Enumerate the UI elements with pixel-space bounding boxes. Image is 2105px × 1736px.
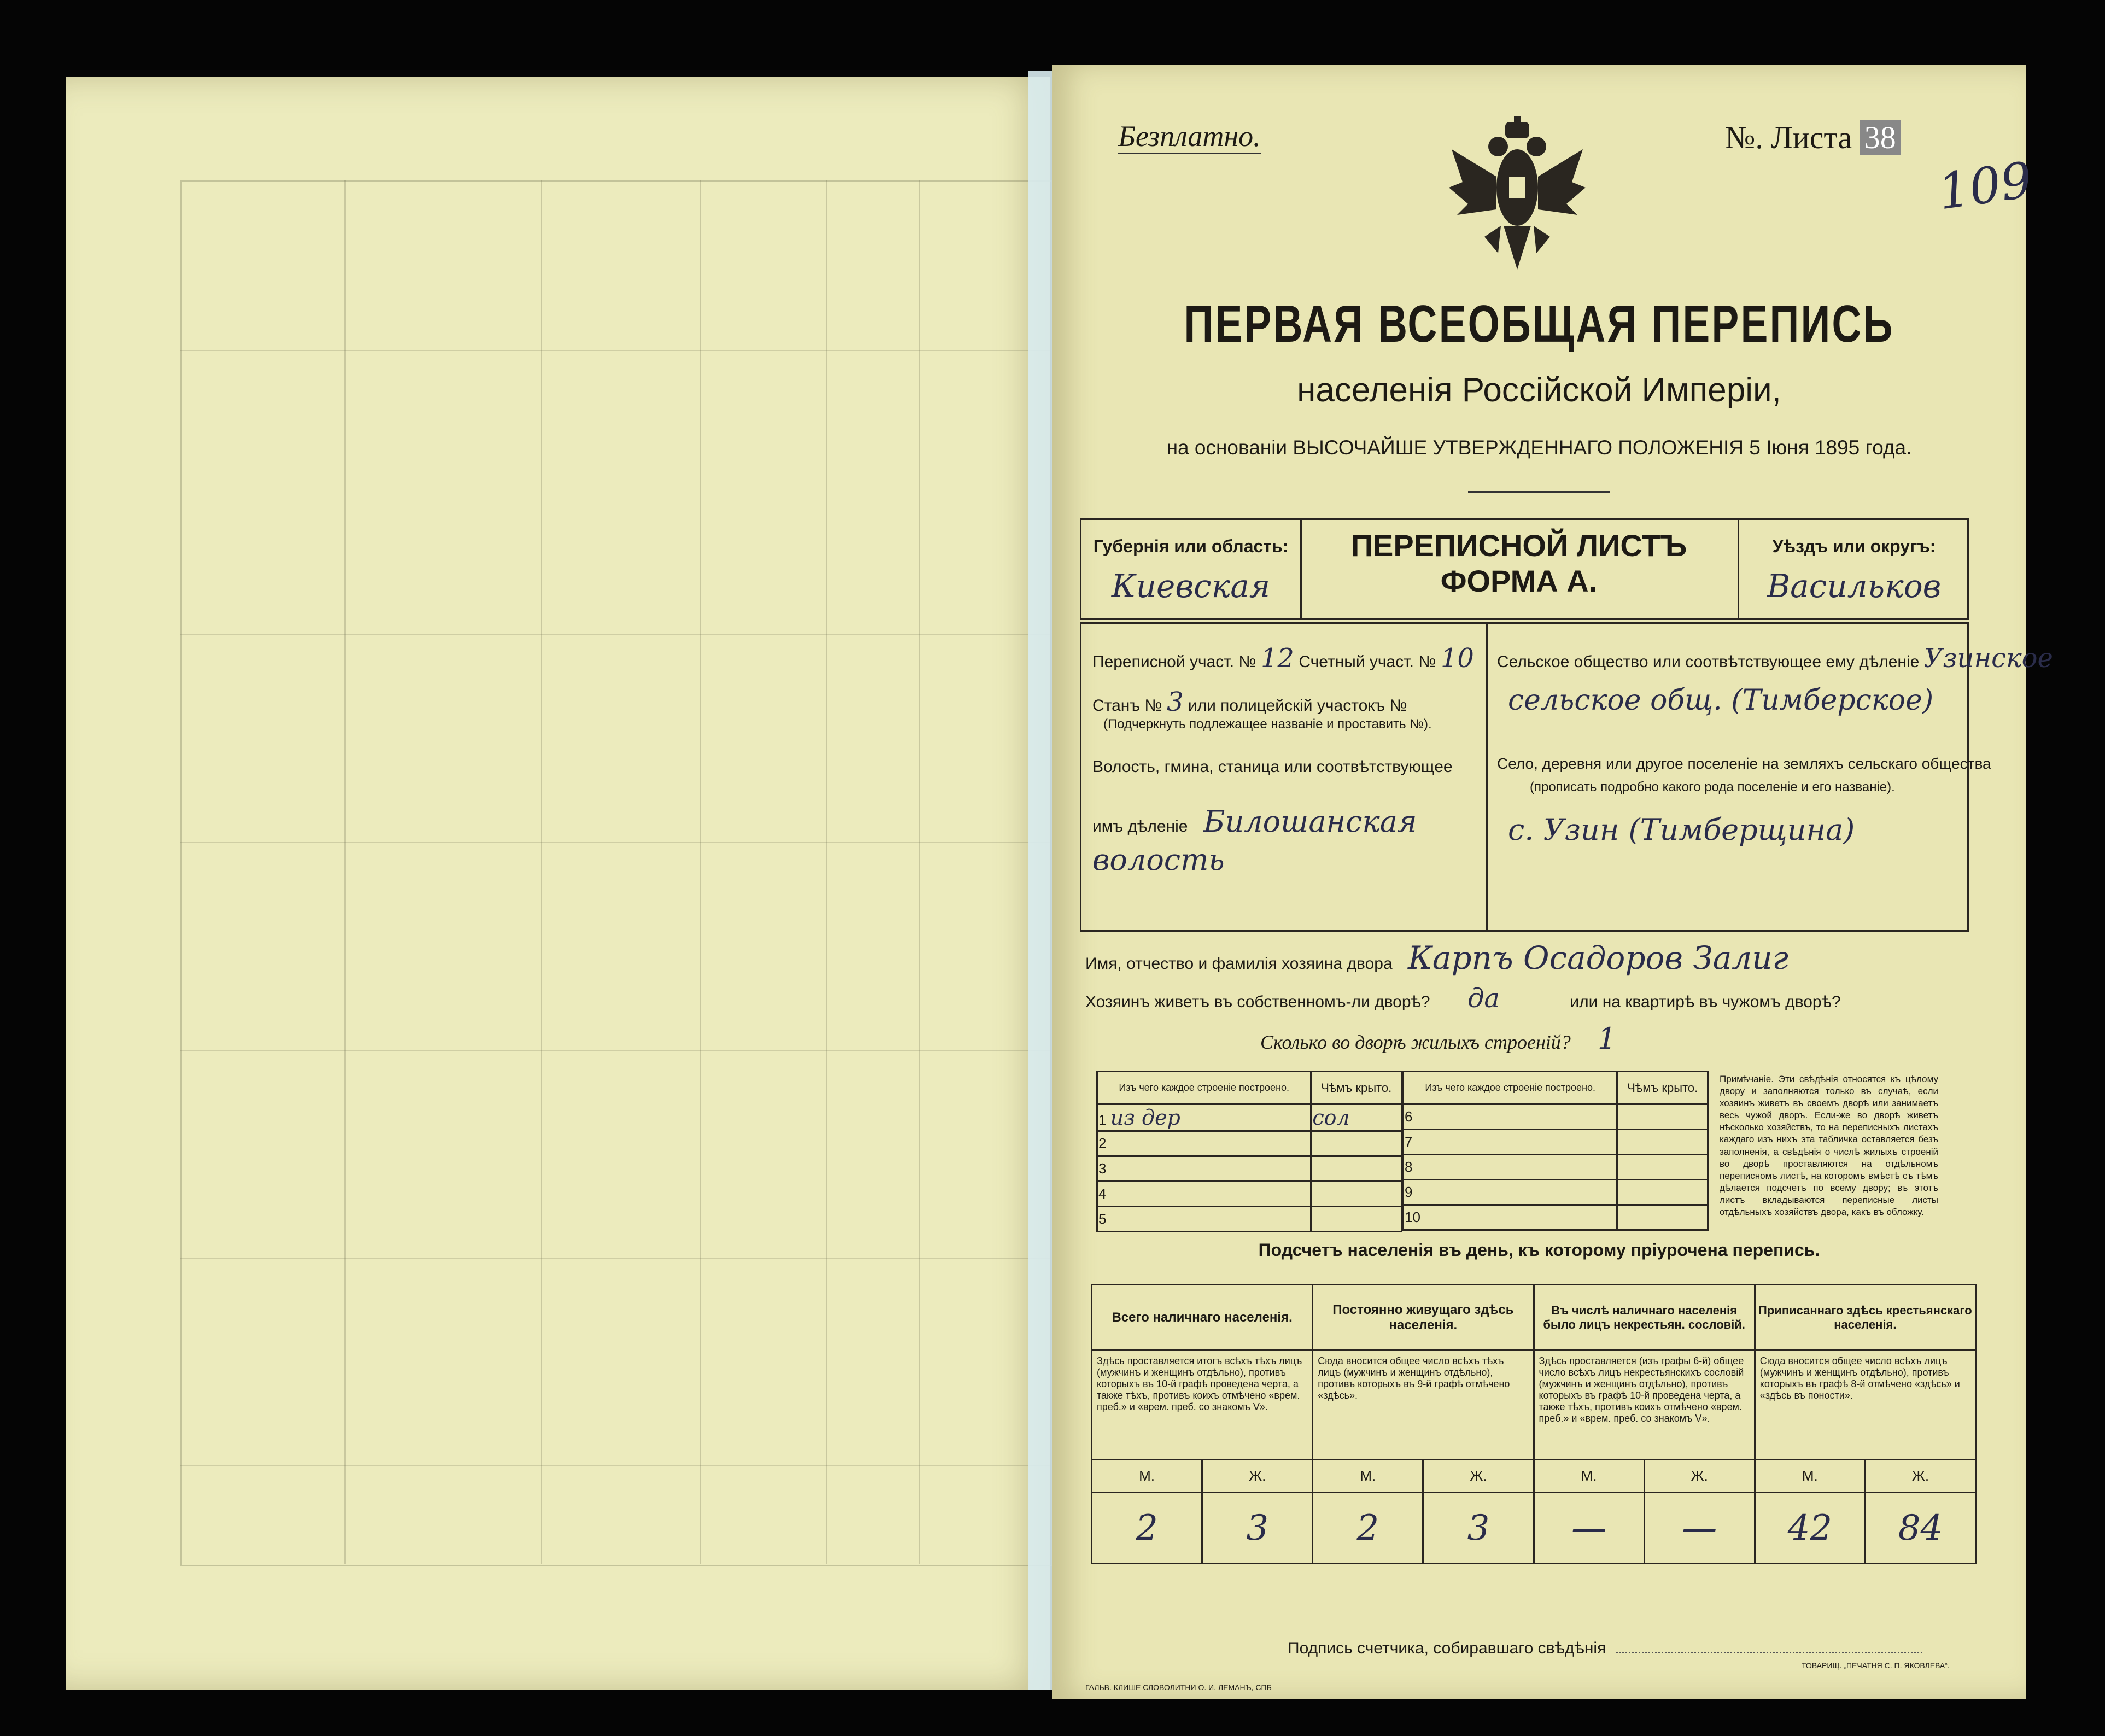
underline-note: (Подчеркнуть подлежащее названіе и проставить №). [1103,717,1432,732]
buildings-count-value: 1 [1597,1021,1617,1056]
table-row-number: 9 [1404,1180,1617,1205]
region-box [1080,518,1969,620]
male-count: 42 [1755,1493,1865,1564]
archive-folio-number: 109 [1934,151,2036,221]
table-row-number: 5 [1097,1207,1311,1232]
form-main-title: ПЕРВАЯ ВСЕОБЩАЯ ПЕРЕПИСЬ [1184,295,1894,353]
sheet-number-value: 38 [1860,120,1901,155]
ghost-column-line [700,180,701,1564]
count-col-title: Всего наличнаго населенія. [1092,1285,1313,1351]
ghost-column-line [344,180,346,1564]
printer-mark-left: ГАЛЬВ. КЛИШЕ СЛОВОЛИТНИ О. И. ЛЕМАНЪ, СПБ [1085,1683,1272,1692]
free-label: Безплатно. [1118,120,1261,154]
volost-value-line2: волость [1092,843,1225,877]
female-label: Ж. [1423,1460,1534,1493]
female-count: 3 [1423,1493,1534,1564]
uezd-label: Уѣздъ или округъ: [1772,536,1936,556]
ghost-row-line [180,1258,1050,1259]
owner-label: Имя, отчество и фамилія хозяина двора [1085,955,1393,973]
table-row-number: 4 [1097,1182,1311,1207]
male-label: М. [1092,1460,1202,1493]
form-legal-basis: на основаніи ВЫСОЧАЙШЕ УТВЕРЖДЕННАГО ПОЛОЖЕНІЯ 5 Іюня 1895 года. [1166,436,1912,459]
schetny-uchastok-value: 10 [1440,643,1474,674]
ghost-row-line [180,634,1050,635]
left-page [66,77,1050,1690]
count-col-desc: Здѣсь проставляется (изъ графы 6-й) общее число всѣхъ лицъ некрестьянскихъ сословій (мужчинъ и женщинъ отдѣльно), противъ которыхъ въ графѣ 10-й проведена черта, а также тѣхъ, противъ коихъ отмѣчено «врем. преб.» и «врем. преб. со знакомъ V». [1534,1351,1755,1460]
owner-value: Карпъ Осадоров Залиг [1408,939,1788,977]
female-count: — [1644,1493,1755,1564]
ghost-row-line [180,842,1050,843]
female-count: 84 [1865,1493,1975,1564]
building-material: из дер [1110,1106,1180,1130]
ghost-column-line [541,180,542,1564]
female-label: Ж. [1202,1460,1313,1493]
table-row-number: 2 [1097,1131,1311,1156]
col-roof-header: Чѣмъ крыто. [1617,1072,1708,1104]
own-yard-label: Хозяинъ живетъ въ собственномъ-ли дворѣ? [1085,993,1430,1011]
volost-label-line2: имъ дѣленіе [1092,817,1188,835]
perepis-uchastok-label: Переписной участ. № [1092,653,1256,671]
buildings-table-left: Изъ чего каждое строеніе построено. Чѣмъ крыто. 1 из дер сол 2 3 4 5 [1096,1071,1402,1232]
ghost-row-line [180,1050,1050,1051]
ghost-column-line [826,180,827,1564]
count-col-desc: Здѣсь проставляется итогъ всѣхъ тѣхъ лицъ (мужчинъ и женщинъ отдѣльно), противъ которыхъ въ 10-й графѣ проведена черта, а также тѣхъ, противъ коихъ отмѣчено «врем. преб.» и «врем. преб. со знакомъ V». [1092,1351,1313,1460]
location-fields-box [1080,622,2053,932]
printer-mark-right: ТОВАРИЩ. „ПЕЧАТНЯ С. П. ЯКОВЛЕВА“. [1802,1661,1950,1670]
selo-note: (прописать подробно какого рода поселеніе и его названіе). [1530,780,1895,794]
double-headed-eagle-emblem [1446,116,1588,275]
count-section-heading: Подсчетъ населенія въ день, къ которому пріурочена перепись. [1258,1240,1820,1260]
buildings-note: Примѣчаніе. Эти свѣдѣнія относятся къ цѣлому двору и заполняются только въ случаѣ, если хозяинъ живетъ въ своемъ дворѣ или занимаетъ весь чужой дворъ. Если-же во дворѣ живетъ нѣсколько хозяйствъ, то на переписныхъ листахъ каждаго изъ нихъ эта табличка оставляется безъ заполненія, а свѣдѣнія о числѣ жилыхъ строеній во дворѣ проставляются на отдѣльномъ переписномъ листѣ, на которомъ вмѣстѣ съ тѣмъ дѣлается подсчетъ по всему двору; въ этотъ листъ вкладываются переписные листы отдѣльныхъ хозяйствъ двора, какъ въ обложку. [1720,1074,1938,1218]
buildings-count-label: Сколько во дворѣ жилыхъ строеній? [1260,1031,1571,1053]
female-count: 3 [1202,1493,1313,1564]
ghost-column-line [919,180,920,1564]
count-col-desc: Сюда вносится общее число всѣхъ тѣхъ лицъ (мужчинъ и женщинъ отдѣльно), противъ которыхъ въ 9-й графѣ отмѣчено «здѣсь». [1313,1351,1534,1460]
stan-value: 3 [1166,687,1184,717]
selo-label: Село, деревня или другое поселеніе на земляхъ сельскаго общества [1497,755,1991,772]
male-count: — [1534,1493,1644,1564]
ghost-row-line [180,350,1050,351]
form-title-line1: ПЕРЕПИСНОЙ ЛИСТЪ [1350,528,1687,563]
count-col-desc: Сюда вносится общее число всѣхъ лицъ (мужчинъ и женщинъ отдѣльно), противъ которыхъ въ графѣ 8-й отмѣчено «здѣсь» и «здѣсь въ поности». [1755,1351,1975,1460]
form-title-line2: ФОРМА А. [1440,564,1598,598]
signature-label: Подпись счетчика, собиравшаго свѣдѣнія [1288,1639,1606,1657]
table-row-number: 6 [1404,1104,1617,1130]
table-row-number: 7 [1404,1130,1617,1155]
female-label: Ж. [1865,1460,1975,1493]
count-col-title: Въ числѣ наличнаго населенія было лицъ некрестьян. сословій. [1534,1285,1755,1351]
selskoe-obshchestvo-value-line2: сельское общ. (Тимберское) [1508,684,1934,717]
male-count: 2 [1092,1493,1202,1564]
rent-label: или на квартирѣ въ чужомъ дворѣ? [1570,993,1841,1011]
form-subtitle: населенія Россійской Имперіи, [1297,371,1781,409]
ghost-row-line [180,1465,1050,1466]
count-col-title: Приписаннаго здѣсь крестьянскаго населенія. [1755,1285,1975,1351]
sheet-number-label: №. Листа [1725,120,1852,155]
census-form-page [1052,65,2053,1699]
buildings-table-right [1402,1071,1709,1231]
own-yard-value: да [1467,983,1500,1014]
selskoe-obshchestvo-value-line1: Узинское [1923,643,2053,674]
ornament-divider [1468,491,1610,493]
male-label: М. [1534,1460,1644,1493]
male-label: М. [1755,1460,1865,1493]
selskoe-obshchestvo-label: Сельское общество или соотвѣтствующее ему дѣленіе [1497,653,1920,671]
schetny-uchastok-label: Счетный участ. № [1299,653,1436,671]
male-label: М. [1313,1460,1423,1493]
population-count-table [1091,1284,1977,1564]
col-material-header: Изъ чего каждое строеніе построено. [1097,1072,1311,1104]
perepis-uchastok-value: 12 [1260,643,1294,674]
signature-line [1616,1652,1922,1653]
selo-value: с. Узин (Тимберщина) [1508,813,1855,847]
gubernia-label: Губернія или область: [1093,536,1289,556]
ghost-table-frame [180,180,1052,1566]
col-roof-header: Чѣмъ крыто. [1311,1072,1402,1104]
sheet-number [1725,119,1901,156]
building-roof: сол [1311,1104,1402,1131]
gubernia-value: Киевская [1111,568,1271,605]
volost-value-line1: Билошанская [1203,804,1417,839]
male-count: 2 [1313,1493,1423,1564]
table-row-number: 3 [1097,1156,1311,1182]
table-row-number: 10 [1404,1205,1617,1230]
count-col-title: Постоянно живущаго здѣсь населенія. [1313,1285,1534,1351]
police-uchastok-label: или полицейскій участокъ № [1188,697,1407,715]
volost-label-line1: Волость, гмина, станица или соотвѣтствующее [1092,758,1453,776]
col-material-header: Изъ чего каждое строеніе построено. [1404,1072,1617,1104]
table-row-number: 8 [1404,1155,1617,1180]
female-label: Ж. [1644,1460,1755,1493]
stan-label: Станъ № [1092,697,1162,715]
uezd-value: Васильков [1767,568,1942,605]
